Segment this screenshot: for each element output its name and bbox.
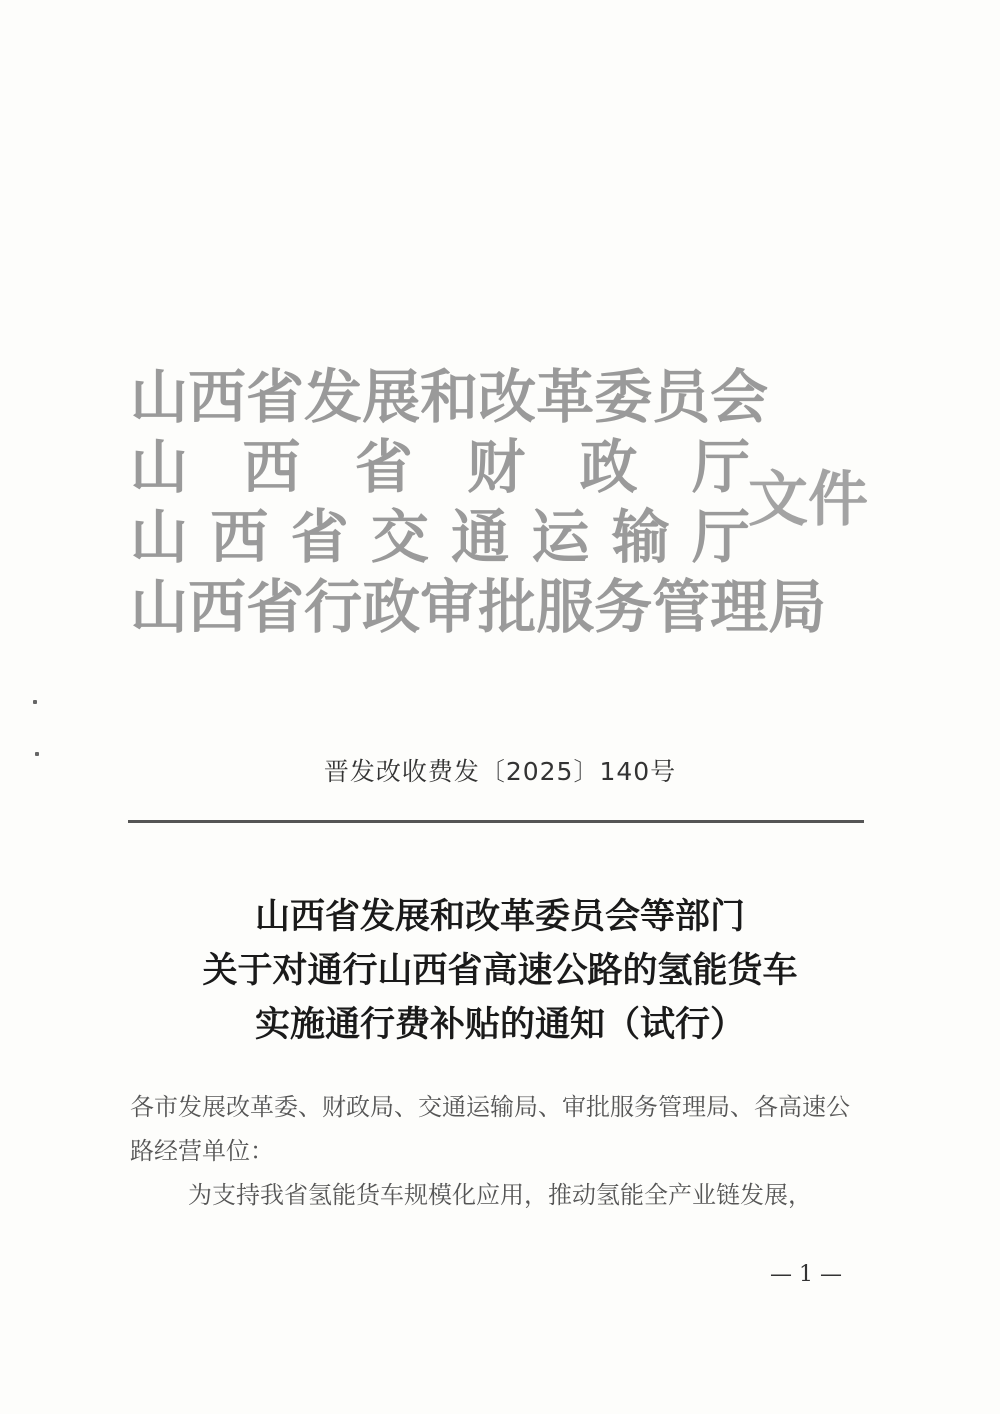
issuer-char: 西 (242, 433, 301, 501)
document-title (0, 890, 1000, 1052)
issuer-char: 员 (652, 363, 711, 431)
issuer-char: 山 (130, 433, 189, 501)
issuer-char: 委 (594, 363, 653, 431)
issuer-char: 厅 (691, 433, 750, 501)
issuer-char: 务 (594, 573, 653, 641)
issuer-char: 西 (188, 573, 247, 641)
issuer-char: 会 (710, 363, 769, 431)
document-number: 晋发改收费发〔2025〕140号 (323, 757, 677, 786)
header-divider (128, 820, 864, 823)
issuer-line-1 (130, 362, 769, 432)
issuer-char: 局 (768, 573, 827, 641)
title-line-2: 关于对通行山西省高速公路的氢能货车 (202, 950, 798, 991)
issuer-char: 省 (246, 363, 305, 431)
issuer-char: 政 (362, 573, 421, 641)
issuer-char: 厅 (691, 503, 750, 571)
issuer-char: 改 (478, 363, 537, 431)
issuer-char: 通 (451, 503, 510, 571)
issuer-char: 审 (420, 573, 479, 641)
issuer-char: 山 (130, 503, 189, 571)
issuer-char: 运 (531, 503, 590, 571)
paragraph-1: 为支持我省氢能货车规模化应用，推动氢能全产业链发展， (188, 1181, 812, 1209)
issuer-char: 西 (210, 503, 269, 571)
issuer-char: 批 (478, 573, 537, 641)
issuer-char: 省 (354, 433, 413, 501)
issuer-char: 展 (362, 363, 421, 431)
issuer-char: 行 (304, 573, 363, 641)
scan-speck (33, 700, 37, 704)
issuer-char: 服 (536, 573, 595, 641)
issuer-line-2 (130, 432, 750, 502)
issuer-line-4 (130, 572, 827, 642)
issuer-char: 省 (246, 573, 305, 641)
issuer-char: 交 (370, 503, 429, 571)
body-text (130, 1085, 870, 1217)
issuer-char: 山 (130, 573, 189, 641)
title-line-1: 山西省发展和改革委员会等部门 (254, 896, 745, 937)
issuer-char: 西 (188, 363, 247, 431)
page-number: — 1 — (770, 1262, 842, 1287)
issuer-char: 山 (130, 363, 189, 431)
issuer-char: 发 (304, 363, 363, 431)
addressee: 各市发展改革委、财政局、交通运输局、审批服务管理局、各高速公路经营单位： (130, 1093, 850, 1165)
issuer-char: 革 (536, 363, 595, 431)
issuer-char: 政 (579, 433, 638, 501)
issuer-char: 管 (652, 573, 711, 641)
issuer-char: 理 (710, 573, 769, 641)
document-type-label: 文件 (748, 465, 868, 535)
issuer-line-3 (130, 502, 750, 572)
title-line-3: 实施通行费补贴的通知（试行） (254, 1004, 745, 1045)
issuer-char: 财 (467, 433, 526, 501)
issuer-char: 和 (420, 363, 479, 431)
issuer-char: 省 (290, 503, 349, 571)
issuer-char: 输 (611, 503, 670, 571)
